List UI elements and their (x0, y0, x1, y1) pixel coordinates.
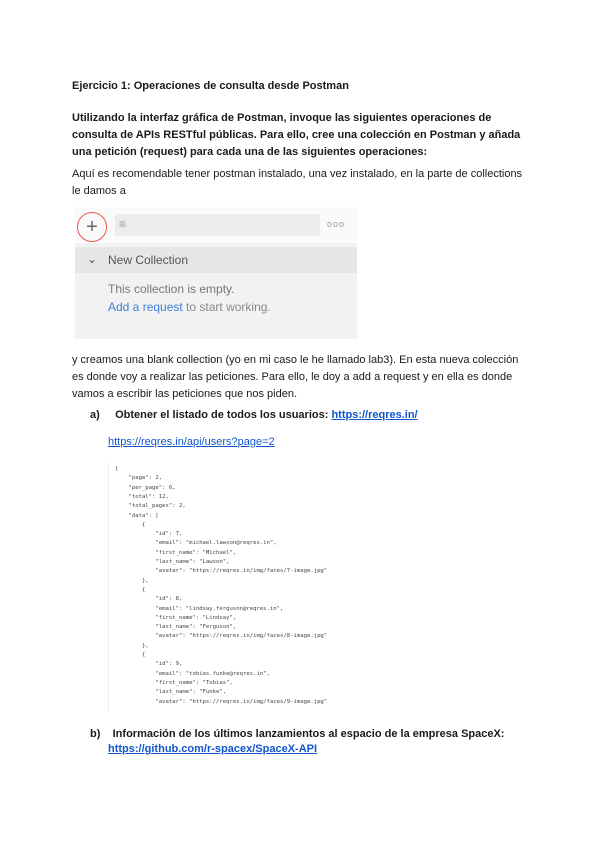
code-line: "data": [ (115, 512, 159, 519)
code-line: "email": "lindsay.ferguson@reqres.in", (115, 605, 284, 612)
code-line: "avatar": "https://reqres.in/img/faces/7-image.jpg" (115, 568, 328, 575)
reqres-link[interactable]: https://reqres.in/ (331, 409, 418, 421)
code-line: "id": 7, (115, 531, 183, 538)
postman-toolbar (75, 207, 357, 243)
code-line: "per_page": 6, (115, 484, 176, 491)
plus-icon[interactable]: + (77, 212, 107, 242)
empty-collection-text: This collection is empty. (108, 282, 235, 296)
intro-line: consulta de APIs RESTful públicas. Para ello, cree una colección en Postman y añada (72, 129, 521, 141)
list-item-b (90, 727, 530, 757)
collection-row[interactable] (75, 247, 357, 273)
code-line: { (115, 586, 146, 593)
list-marker: b) (90, 728, 101, 740)
postman-screenshot (75, 207, 357, 339)
list-item-a (90, 409, 418, 421)
add-request-rest: to start working. (182, 300, 271, 314)
code-line: "id": 9, (115, 661, 183, 668)
code-line: }, (115, 577, 149, 584)
filter-icon: ≡ (119, 217, 127, 231)
code-line: { (115, 466, 119, 472)
code-line: "first_name": "Lindsay", (115, 614, 237, 621)
code-line: "last_name": "Funke", (115, 689, 227, 696)
code-line: "first_name": "Tobias", (115, 679, 233, 686)
filter-input[interactable] (115, 214, 320, 236)
paragraph-line: y creamos una blank collection (yo en mi caso le he llamado lab3). En esta nueva colección (72, 354, 519, 366)
code-line: }, (115, 642, 149, 649)
exercise-heading: Ejercicio 1: Operaciones de consulta desde Postman (72, 80, 349, 92)
code-line: "page": 2, (115, 475, 163, 482)
code-line: "total_pages": 2, (115, 503, 186, 510)
intro-line: Utilizando la interfaz gráfica de Postman, invoque las siguientes operaciones de (72, 112, 492, 124)
intro-line: una petición (request) para cada una de las siguientes operaciones: (72, 146, 428, 158)
intro-paragraph (72, 110, 532, 161)
add-request-line (108, 300, 271, 314)
code-line: "first_name": "Michael", (115, 549, 237, 556)
paragraph-collections (72, 166, 532, 200)
code-line: "total": 12, (115, 493, 169, 500)
paragraph-line: es donde voy a realizar las peticiones. Para ello, le doy a add a request y en ella es donde (72, 371, 513, 383)
code-line: "email": "tobias.funke@reqres.in", (115, 670, 270, 677)
list-item-text: Obtener el listado de todos los usuarios: (115, 409, 332, 421)
code-line: "avatar": "https://reqres.in/img/faces/8-image.jpg" (115, 633, 328, 640)
code-line: "email": "michael.lawson@reqres.in", (115, 540, 277, 547)
code-line: { (115, 652, 146, 658)
paragraph-line: le damos a (72, 185, 126, 197)
code-line: "last_name": "Lawson", (115, 559, 230, 565)
collection-name: New Collection (108, 253, 189, 267)
paragraph-blank-collection (72, 352, 532, 403)
code-line: "id": 8, (115, 596, 183, 603)
list-item-text: Información de los últimos lanzamientos al espacio de la empresa SpaceX: (112, 728, 505, 740)
paragraph-line: vamos a escribir las peticiones que nos piden. (72, 388, 298, 400)
list-marker: a) (90, 409, 100, 421)
users-page-link[interactable]: https://reqres.in/api/users?page=2 (108, 436, 275, 448)
spacex-api-link[interactable]: https://github.com/r-spacex/SpaceX-API (108, 743, 318, 755)
chevron-down-icon: ⌄ (87, 252, 98, 266)
more-options-icon[interactable]: ooo (326, 219, 345, 229)
json-response-screenshot (108, 462, 359, 712)
paragraph-line: Aquí es recomendable tener postman instalado, una vez instalado, en la parte de collections (72, 168, 523, 180)
add-request-link[interactable]: Add a request (108, 300, 183, 314)
code-line: { (115, 521, 146, 528)
code-line: "last_name": "Ferguson", (115, 624, 237, 631)
code-line: "avatar": "https://reqres.in/img/faces/9-image.jpg" (115, 698, 328, 705)
